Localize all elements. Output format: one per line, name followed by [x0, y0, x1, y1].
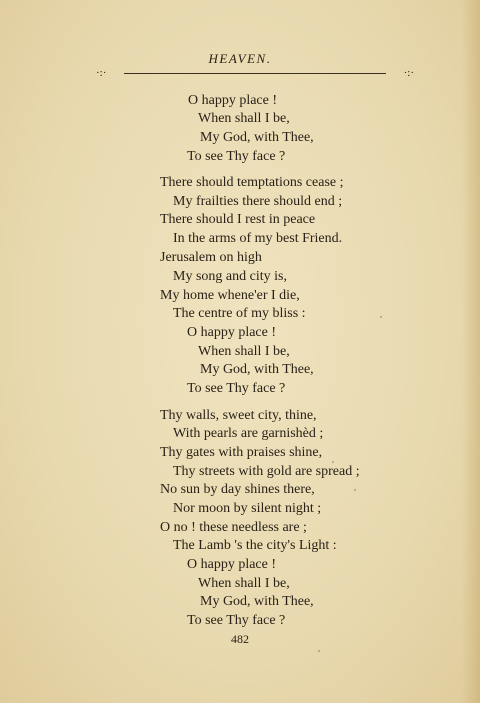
poem-line: To see Thy face ?	[187, 613, 286, 628]
paper-speck	[380, 316, 382, 318]
left-ornament: ·:·	[96, 67, 107, 79]
poem-line: In the arms of my best Friend.	[173, 231, 343, 246]
poem-line: Jerusalem on high	[160, 250, 262, 265]
page-edge-shadow	[462, 0, 480, 703]
poem-line: O happy place !	[188, 93, 278, 108]
right-ornament: ·:·	[403, 67, 414, 79]
poem-line: My God, with Thee,	[200, 130, 314, 145]
poem-line: My God, with Thee,	[200, 594, 314, 609]
poem-line: When shall I be,	[198, 344, 290, 359]
poem-line: My home whene'er I die,	[160, 288, 300, 303]
poem-line: Thy gates with praises shine,	[160, 445, 323, 460]
running-head-title: HEAVEN.	[208, 51, 272, 66]
paper-speck	[318, 650, 320, 652]
paper-speck	[354, 489, 356, 491]
poem-line: My song and city is,	[173, 269, 287, 284]
header-rule	[96, 68, 414, 80]
poem-line: Thy streets with gold are spread ;	[173, 464, 360, 479]
poem-line: With pearls are garnishèd ;	[173, 426, 324, 441]
poem-line: My God, with Thee,	[200, 362, 314, 377]
page-number: 482	[231, 632, 249, 646]
poem-line: There should I rest in peace	[160, 212, 316, 227]
poem-line: When shall I be,	[198, 111, 290, 126]
poem-line: O happy place !	[187, 325, 277, 340]
poem-line: When shall I be,	[198, 576, 290, 591]
poem-line: Thy walls, sweet city, thine,	[160, 408, 317, 423]
paper-speck	[332, 461, 334, 463]
poem-line: To see Thy face ?	[187, 381, 286, 396]
poem-line: My frailties there should end ;	[173, 194, 343, 209]
poem-line: O happy place !	[187, 557, 277, 572]
poem-line: There should temptations cease ;	[160, 175, 344, 190]
rule-line	[124, 73, 386, 74]
poem-line: The Lamb 's the city's Light :	[173, 538, 337, 553]
poem-line: No sun by day shines there,	[160, 482, 315, 497]
poem-line: Nor moon by silent night ;	[173, 501, 322, 516]
poem-line: O no ! these needless are ;	[160, 520, 307, 535]
poem-line: To see Thy face ?	[187, 149, 286, 164]
poem-line: The centre of my bliss :	[173, 306, 306, 321]
